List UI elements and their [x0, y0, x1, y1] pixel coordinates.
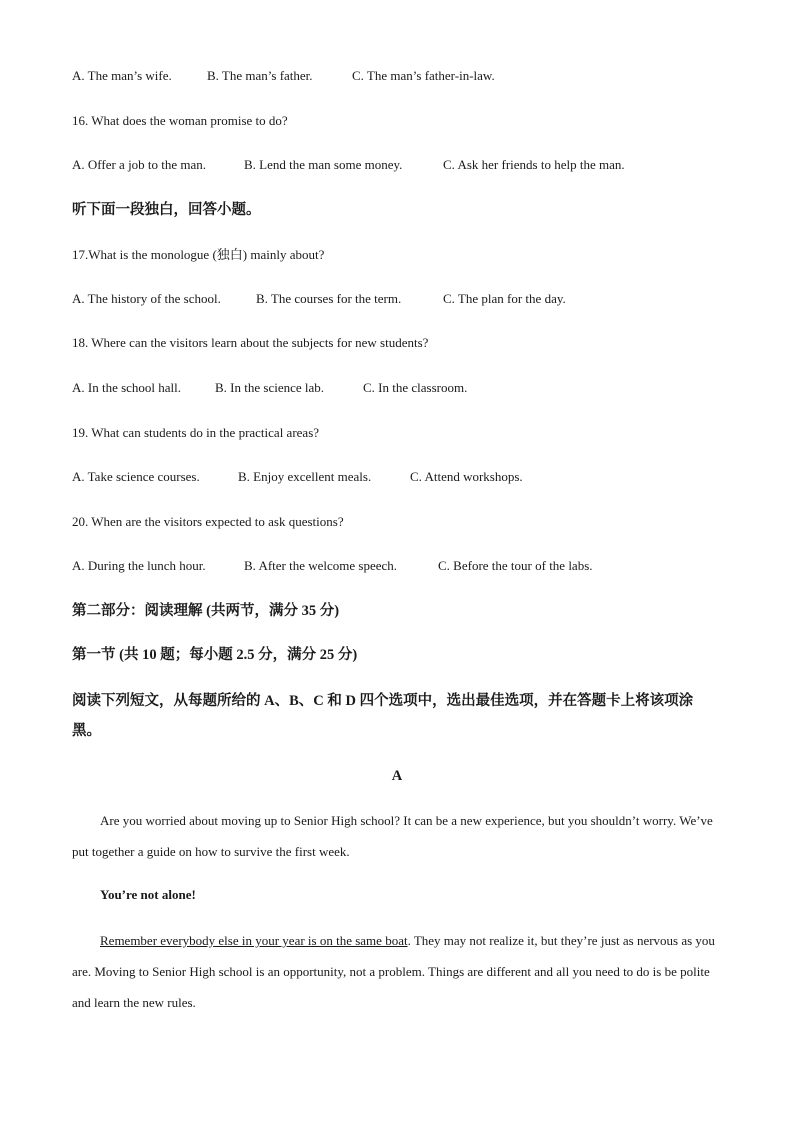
q17-option-a: A. The history of the school.	[72, 291, 221, 306]
q15-options	[72, 67, 722, 85]
q19-option-c: C. Attend workshops.	[410, 469, 523, 484]
q17-option-b: B. The courses for the term.	[256, 291, 402, 306]
underlined-phrase: Remember everybody else in your year is on the same boat	[100, 933, 408, 948]
passage-label: A	[391, 768, 403, 784]
q20-option-a: A. During the lunch hour.	[72, 558, 206, 573]
q18-option-c: C. In the classroom.	[363, 380, 468, 395]
q20-question: 20. When are the visitors expected to ask questions?	[72, 514, 344, 529]
q16-options	[72, 156, 722, 174]
q20-options	[72, 557, 722, 575]
q20-option-c: C. Before the tour of the labs.	[438, 558, 593, 573]
q15-option-a: A. The man’s wife.	[72, 68, 172, 83]
monologue-instruction: 听下面一段独白，回答小题。	[72, 202, 261, 218]
q17-option-c: C. The plan for the day.	[443, 291, 566, 306]
passage-paragraph-2	[72, 925, 722, 1018]
q19-option-b: B. Enjoy excellent meals.	[238, 469, 372, 484]
q18-options	[72, 379, 722, 397]
q15-option-b: B. The man’s father.	[207, 68, 313, 83]
part2-title: 第二部分：阅读理解 (共两节，满分 35 分)	[72, 603, 340, 619]
q16-question: 16. What does the woman promise to do?	[72, 113, 288, 128]
q19-option-a: A. Take science courses.	[72, 469, 200, 484]
passage-heading: You’re not alone!	[100, 887, 196, 902]
q16-option-b: B. Lend the man some money.	[244, 157, 403, 172]
q17-options	[72, 290, 722, 308]
reading-instruction: 阅读下列短文，从每题所给的 A、B、C 和 D 四个选项中，选出最佳选项，并在答题卡上将该项涂黑。	[72, 693, 694, 739]
q18-option-b: B. In the science lab.	[215, 380, 325, 395]
q19-options	[72, 468, 722, 486]
q18-option-a: A. In the school hall.	[72, 380, 182, 395]
q16-option-a: A. Offer a job to the man.	[72, 157, 207, 172]
paragraph-2-rest: . They may not realize it, but they’re just as nervous as you are. Moving to Senior High school is an opportunity, not a problem. Things are different and all you need to do is be polite and learn the new rules.	[72, 933, 715, 1010]
passage-paragraph-1: Are you worried about moving up to Senior High school? It can be a new experience, but you shouldn’t worry. We’ve put together a guide on how to survive the first week.	[72, 813, 713, 859]
q15-option-c: C. The man’s father-in-law.	[352, 68, 495, 83]
q17-question: 17.What is the monologue (独白) mainly about?	[72, 247, 325, 262]
q18-question: 18. Where can the visitors learn about the subjects for new students?	[72, 335, 429, 350]
section1-title: 第一节 (共 10 题；每小题 2.5 分，满分 25 分)	[72, 647, 358, 663]
q19-question: 19. What can students do in the practical areas?	[72, 425, 320, 440]
q20-option-b: B. After the welcome speech.	[244, 558, 398, 573]
q16-option-c: C. Ask her friends to help the man.	[443, 157, 625, 172]
